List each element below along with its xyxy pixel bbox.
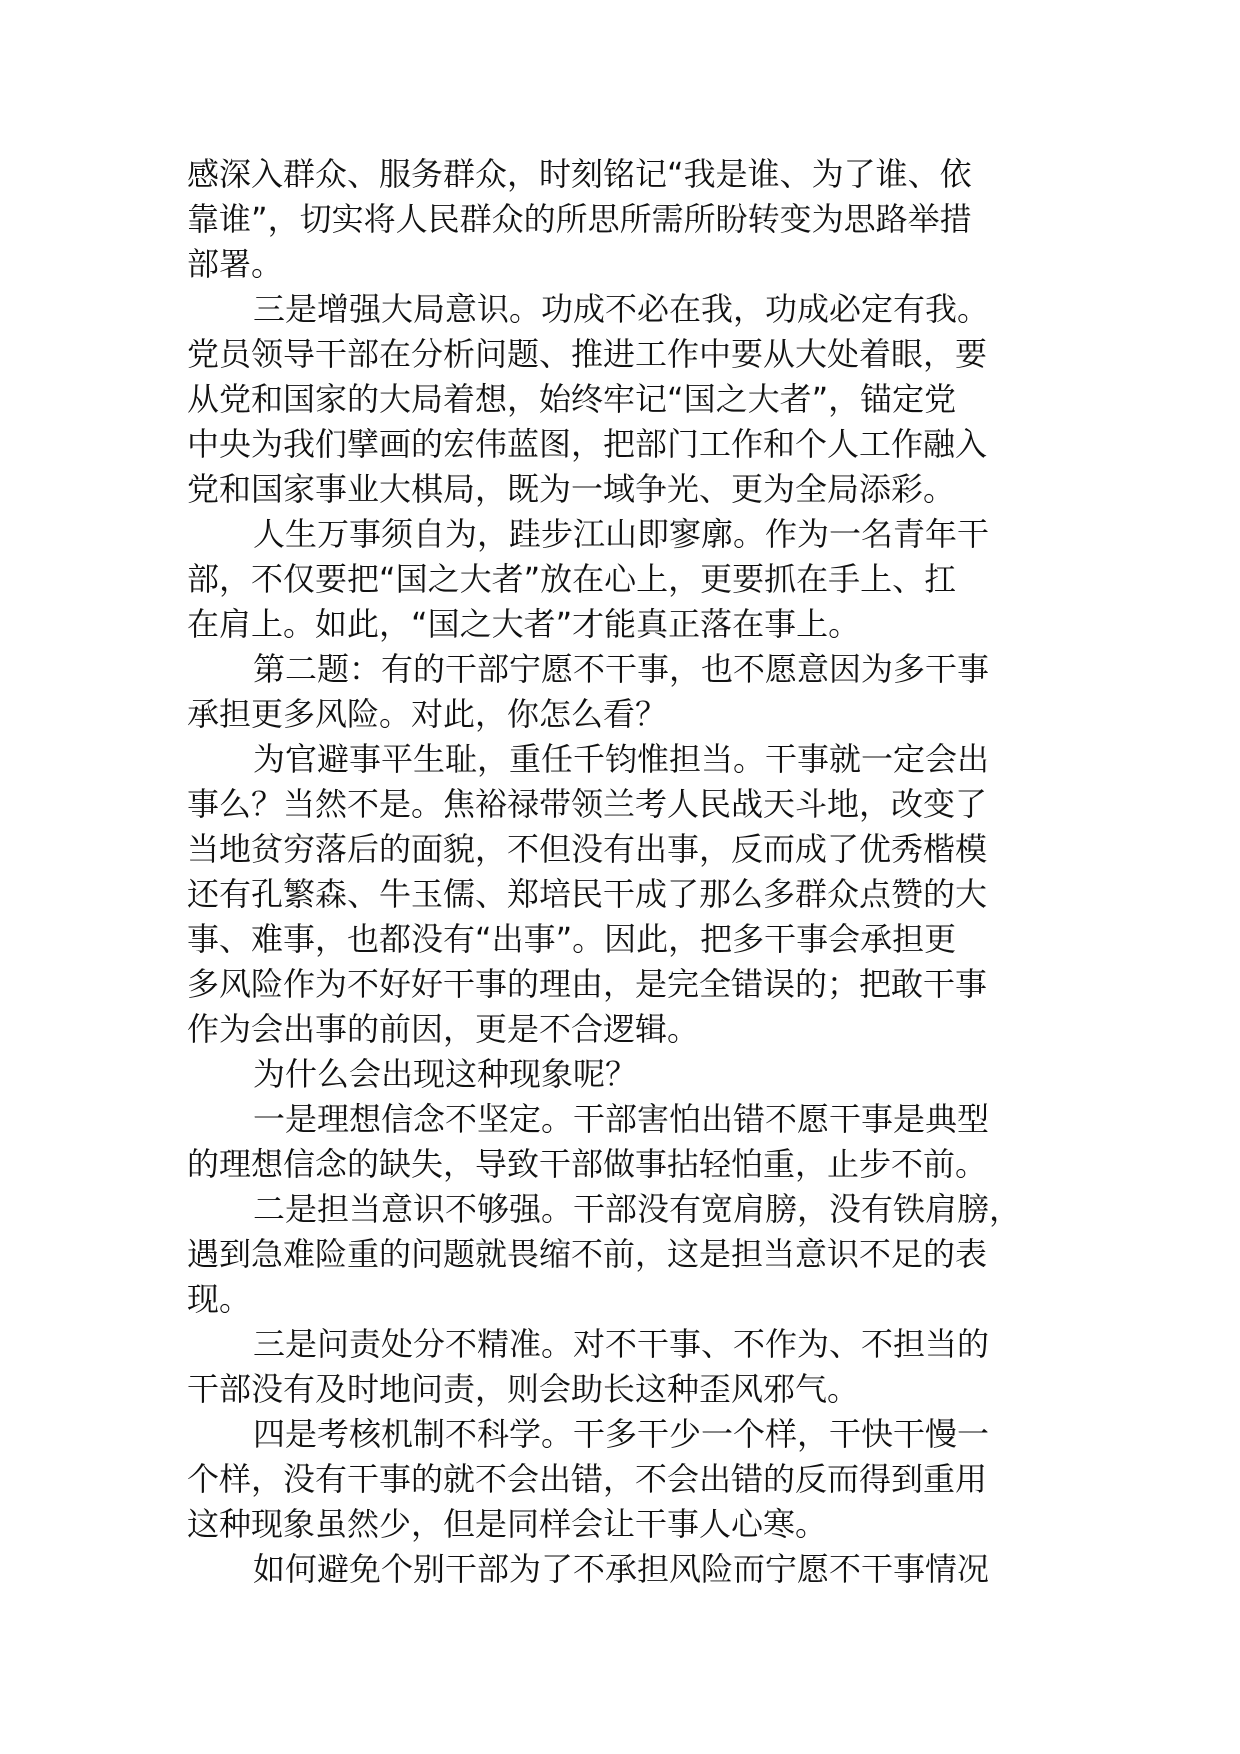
text-line: 二是担当意识不够强。干部没有宽肩膀，没有铁肩膀， [253,1190,1022,1228]
text-line: 部，不仅要把“国之大者”放在心上，更要抓在手上、扛 [187,560,957,598]
text-line: 现。 [187,1280,252,1318]
text-line: 当地贫穷落后的面貌，不但没有出事，反而成了优秀楷模 [187,830,988,868]
text-line: 人生万事须自为，跬步江山即寥廓。作为一名青年干 [253,515,990,553]
text-line: 三是增强大局意识。功成不必在我，功成必定有我。 [253,290,990,328]
document-body [187,152,1067,1592]
text-line: 遇到急难险重的问题就畏缩不前，这是担当意识不足的表 [187,1235,988,1273]
text-line: 事么？当然不是。焦裕禄带领兰考人民战天斗地，改变了 [187,785,988,823]
text-line: 如何避免个别干部为了不承担风险而宁愿不干事情况 [253,1550,990,1588]
text-line: 干部没有及时地问责，则会助长这种歪风邪气。 [187,1370,860,1408]
text-line: 为官避事平生耻，重任千钧惟担当。干事就一定会出 [253,740,990,778]
text-line: 四是考核机制不科学。干多干少一个样，干快干慢一 [253,1415,990,1453]
text-line: 感深入群众、服务群众，时刻铭记“我是谁、为了谁、依 [187,155,972,193]
question-heading: 第二题：有的干部宁愿不干事，也不愿意因为多干事 [253,650,990,688]
text-line: 党和国家事业大棋局，既为一域争光、更为全局添彩。 [187,470,956,508]
question-heading: 承担更多风险。对此，你怎么看？ [187,695,668,733]
text-line: 部署。 [187,245,284,283]
text-line: 三是问责处分不精准。对不干事、不作为、不担当的 [253,1325,990,1363]
text-line: 多风险作为不好好干事的理由，是完全错误的；把敢干事 [187,965,988,1003]
text-line: 中央为我们擘画的宏伟蓝图，把部门工作和个人工作融入 [187,425,988,463]
text-line: 事、难事，也都没有“出事”。因此，把多干事会承担更 [187,920,957,958]
text-line: 靠谁”，切实将人民群众的所思所需所盼转变为思路举措 [187,200,972,238]
text-line: 为什么会出现这种现象呢？ [253,1055,638,1093]
text-line: 还有孔繁森、牛玉儒、郑培民干成了那么多群众点赞的大 [187,875,988,913]
text-line: 的理想信念的缺失，导致干部做事拈轻怕重，止步不前。 [187,1145,988,1183]
text-line: 一是理想信念不坚定。干部害怕出错不愿干事是典型 [253,1100,990,1138]
text-line: 这种现象虽然少，但是同样会让干事人心寒。 [187,1505,828,1543]
text-line: 作为会出事的前因，更是不合逻辑。 [187,1010,700,1048]
text-line: 在肩上。如此，“国之大者”才能真正落在事上。 [187,605,861,643]
text-line: 党员领导干部在分析问题、推进工作中要从大处着眼，要 [187,335,988,373]
text-line: 从党和国家的大局着想，始终牢记“国之大者”，锚定党 [187,380,957,418]
text-line: 个样，没有干事的就不会出错，不会出错的反而得到重用 [187,1460,988,1498]
